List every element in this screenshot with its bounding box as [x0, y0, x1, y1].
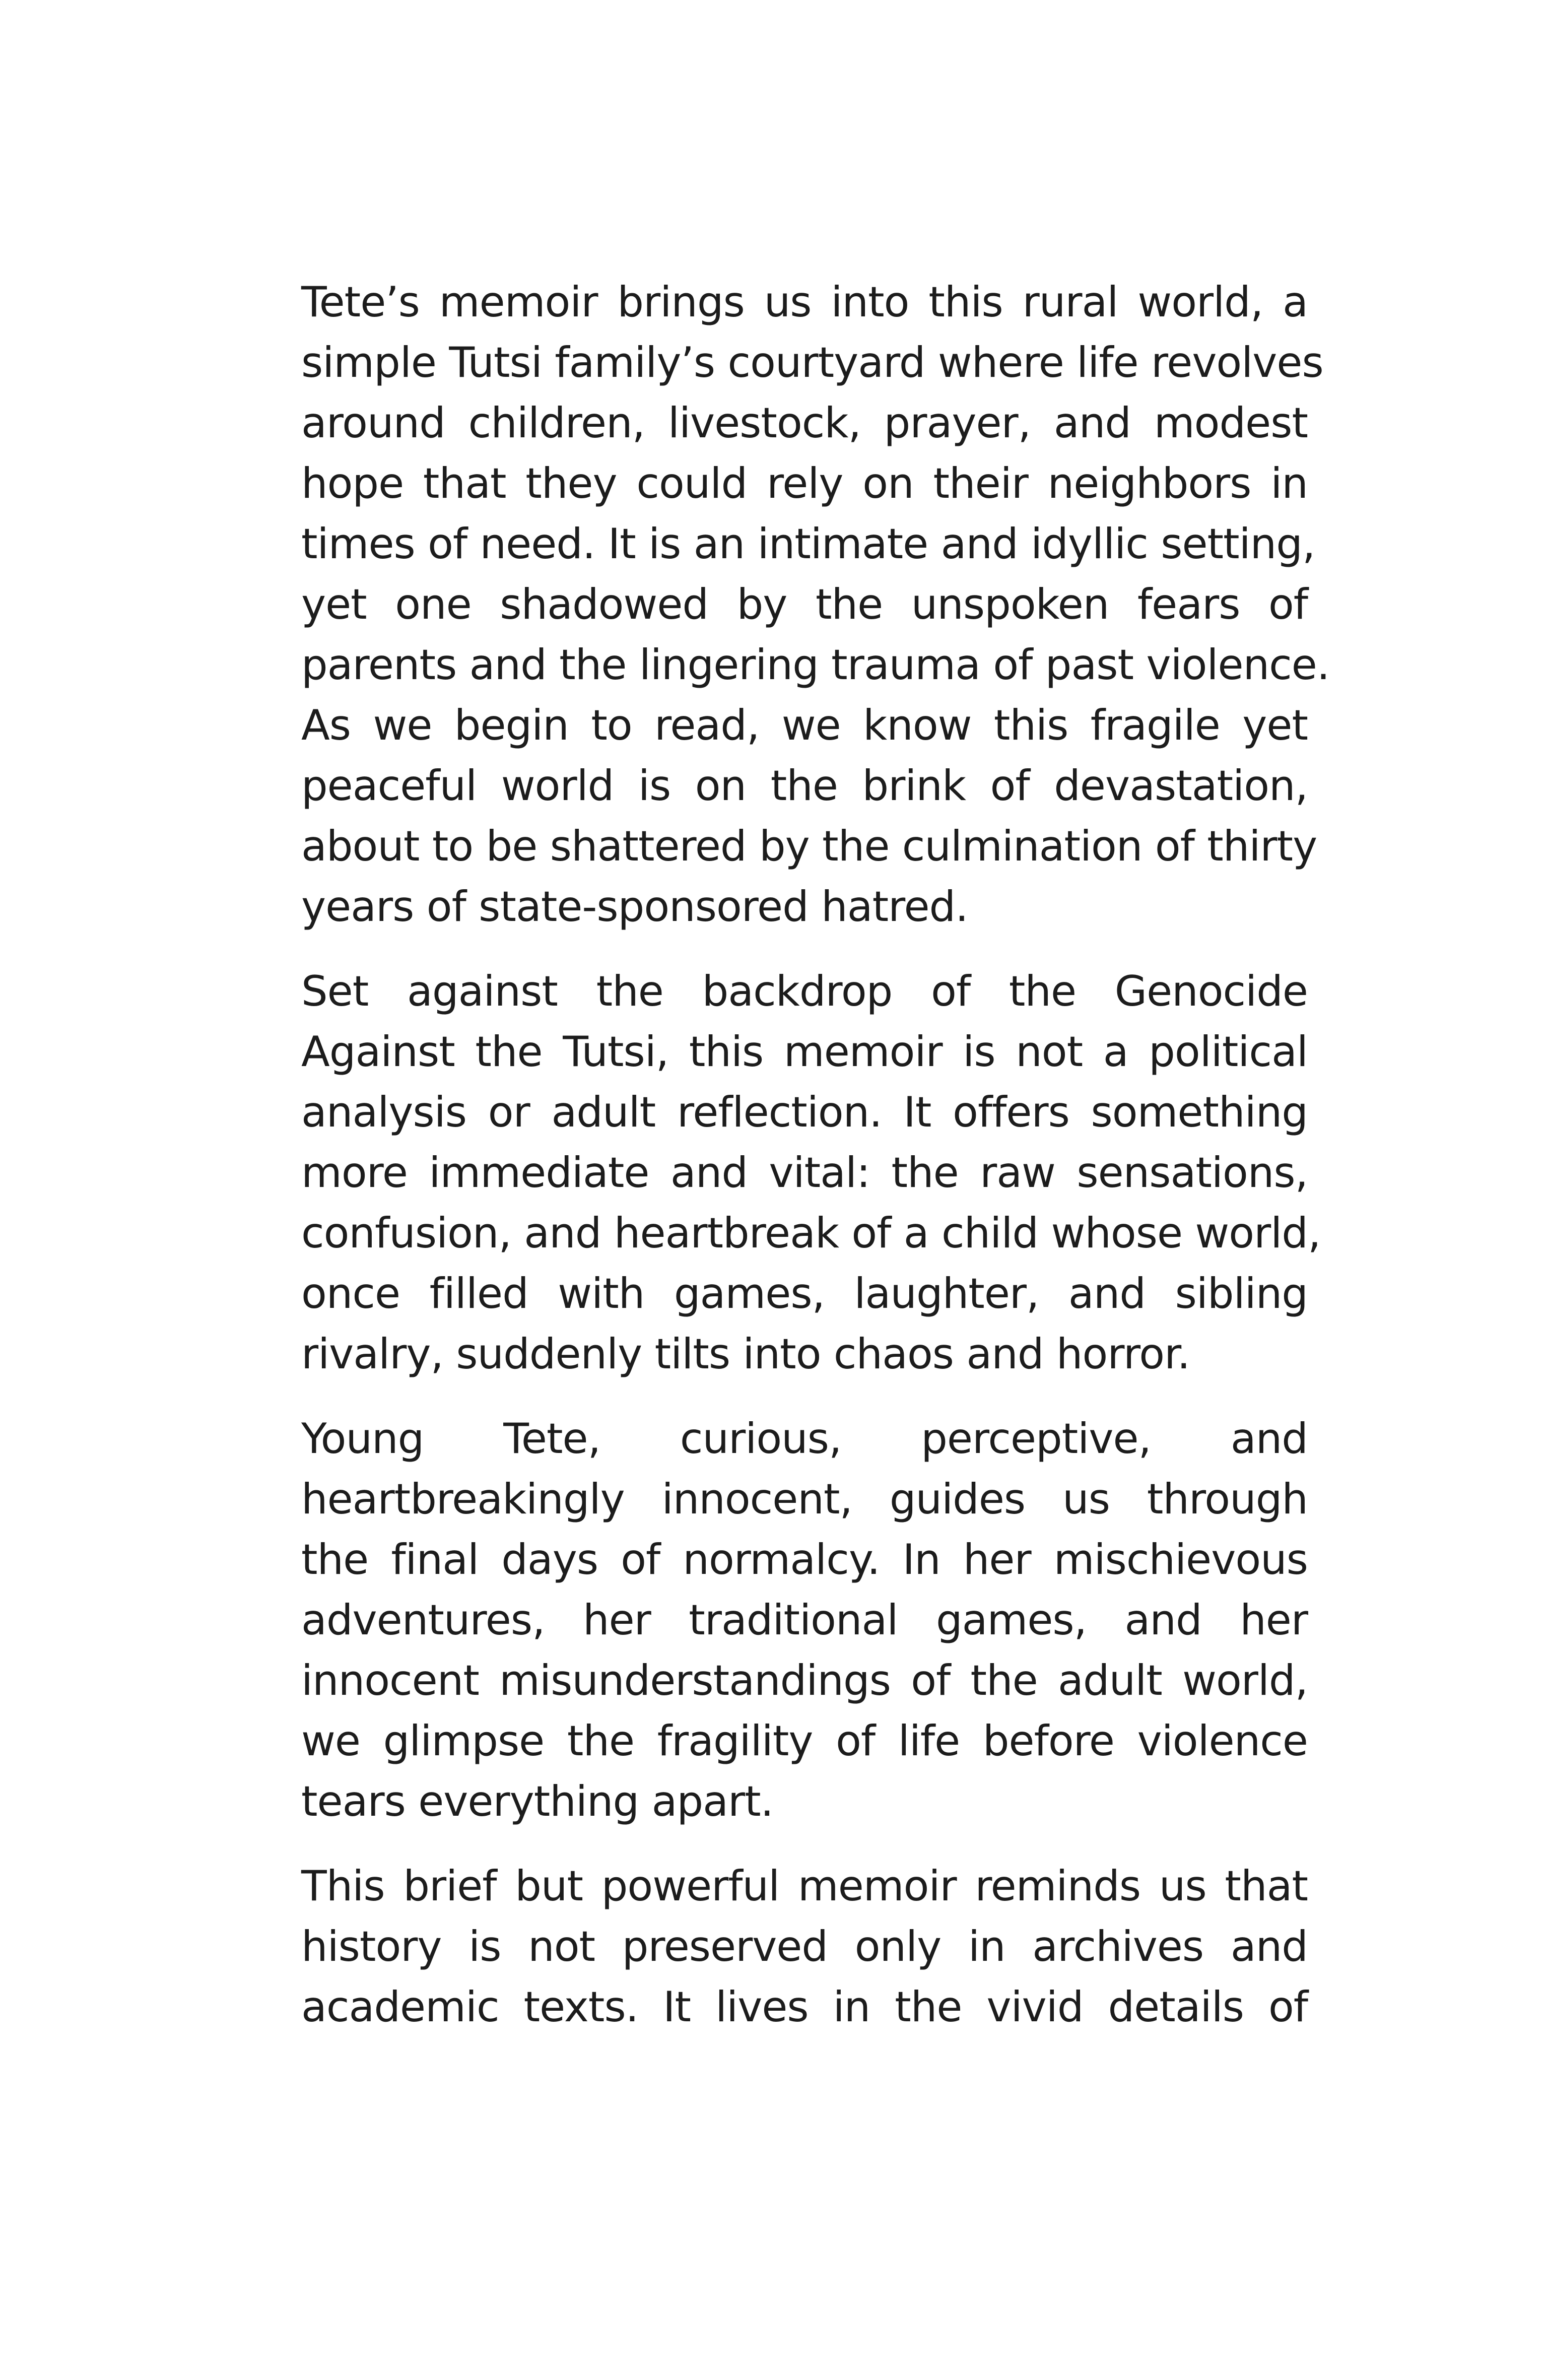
text-line: years of state-sponsored hatred.: [301, 882, 968, 931]
text-line: Tete’s memoir brings us into this rural world, a: [301, 278, 1308, 326]
text-line: yet one shadowed by the unspoken fears of: [301, 580, 1308, 629]
text-line: This brief but powerful memoir reminds us that: [301, 1862, 1308, 1910]
paragraph-spacer: [301, 1832, 1308, 1856]
paragraph: [301, 272, 1330, 937]
paragraph-spacer: [301, 1384, 1308, 1409]
text-line: parents and the lingering trauma of past violence.: [301, 640, 1330, 689]
text-line: we glimpse the fragility of life before violence: [301, 1716, 1308, 1765]
paragraph: [301, 1856, 1308, 2037]
text-line: history is not preserved only in archives and: [301, 1922, 1308, 1971]
text-line: As we begin to read, we know this fragile yet: [301, 701, 1308, 750]
text-line: Young Tete, curious, perceptive, and: [301, 1414, 1308, 1463]
body-text: [301, 272, 1330, 2037]
text-line: academic texts. It lives in the vivid details of: [301, 1982, 1308, 2031]
text-line: around children, livestock, prayer, and modest: [301, 399, 1308, 447]
paragraph: [301, 1409, 1308, 1832]
paragraph-spacer: [301, 937, 1308, 961]
paragraph: [301, 961, 1321, 1384]
text-line: more immediate and vital: the raw sensations,: [301, 1148, 1308, 1197]
text-line: about to be shattered by the culmination of thirty: [301, 822, 1317, 871]
text-line: times of need. It is an intimate and idyllic setting,: [301, 519, 1315, 568]
text-line: once filled with games, laughter, and sibling: [301, 1269, 1308, 1318]
text-line: the final days of normalcy. In her mischievous: [301, 1535, 1308, 1584]
text-line: confusion, and heartbreak of a child whose world,: [301, 1209, 1321, 1258]
text-line: analysis or adult reflection. It offers something: [301, 1088, 1308, 1137]
text-line: heartbreakingly innocent, guides us through: [301, 1475, 1308, 1524]
text-line: rivalry, suddenly tilts into chaos and horror.: [301, 1330, 1190, 1378]
text-line: hope that they could rely on their neighbors in: [301, 459, 1308, 508]
text-line: Against the Tutsi, this memoir is not a political: [301, 1027, 1308, 1076]
text-line: tears everything apart.: [301, 1777, 774, 1826]
text-line: innocent misunderstandings of the adult world,: [301, 1656, 1308, 1705]
text-line: peaceful world is on the brink of devastation,: [301, 761, 1308, 810]
text-line: adventures, her traditional games, and her: [301, 1596, 1308, 1644]
text-line: Set against the backdrop of the Genocide: [301, 967, 1308, 1016]
text-line: simple Tutsi family’s courtyard where life revolves: [301, 338, 1323, 387]
